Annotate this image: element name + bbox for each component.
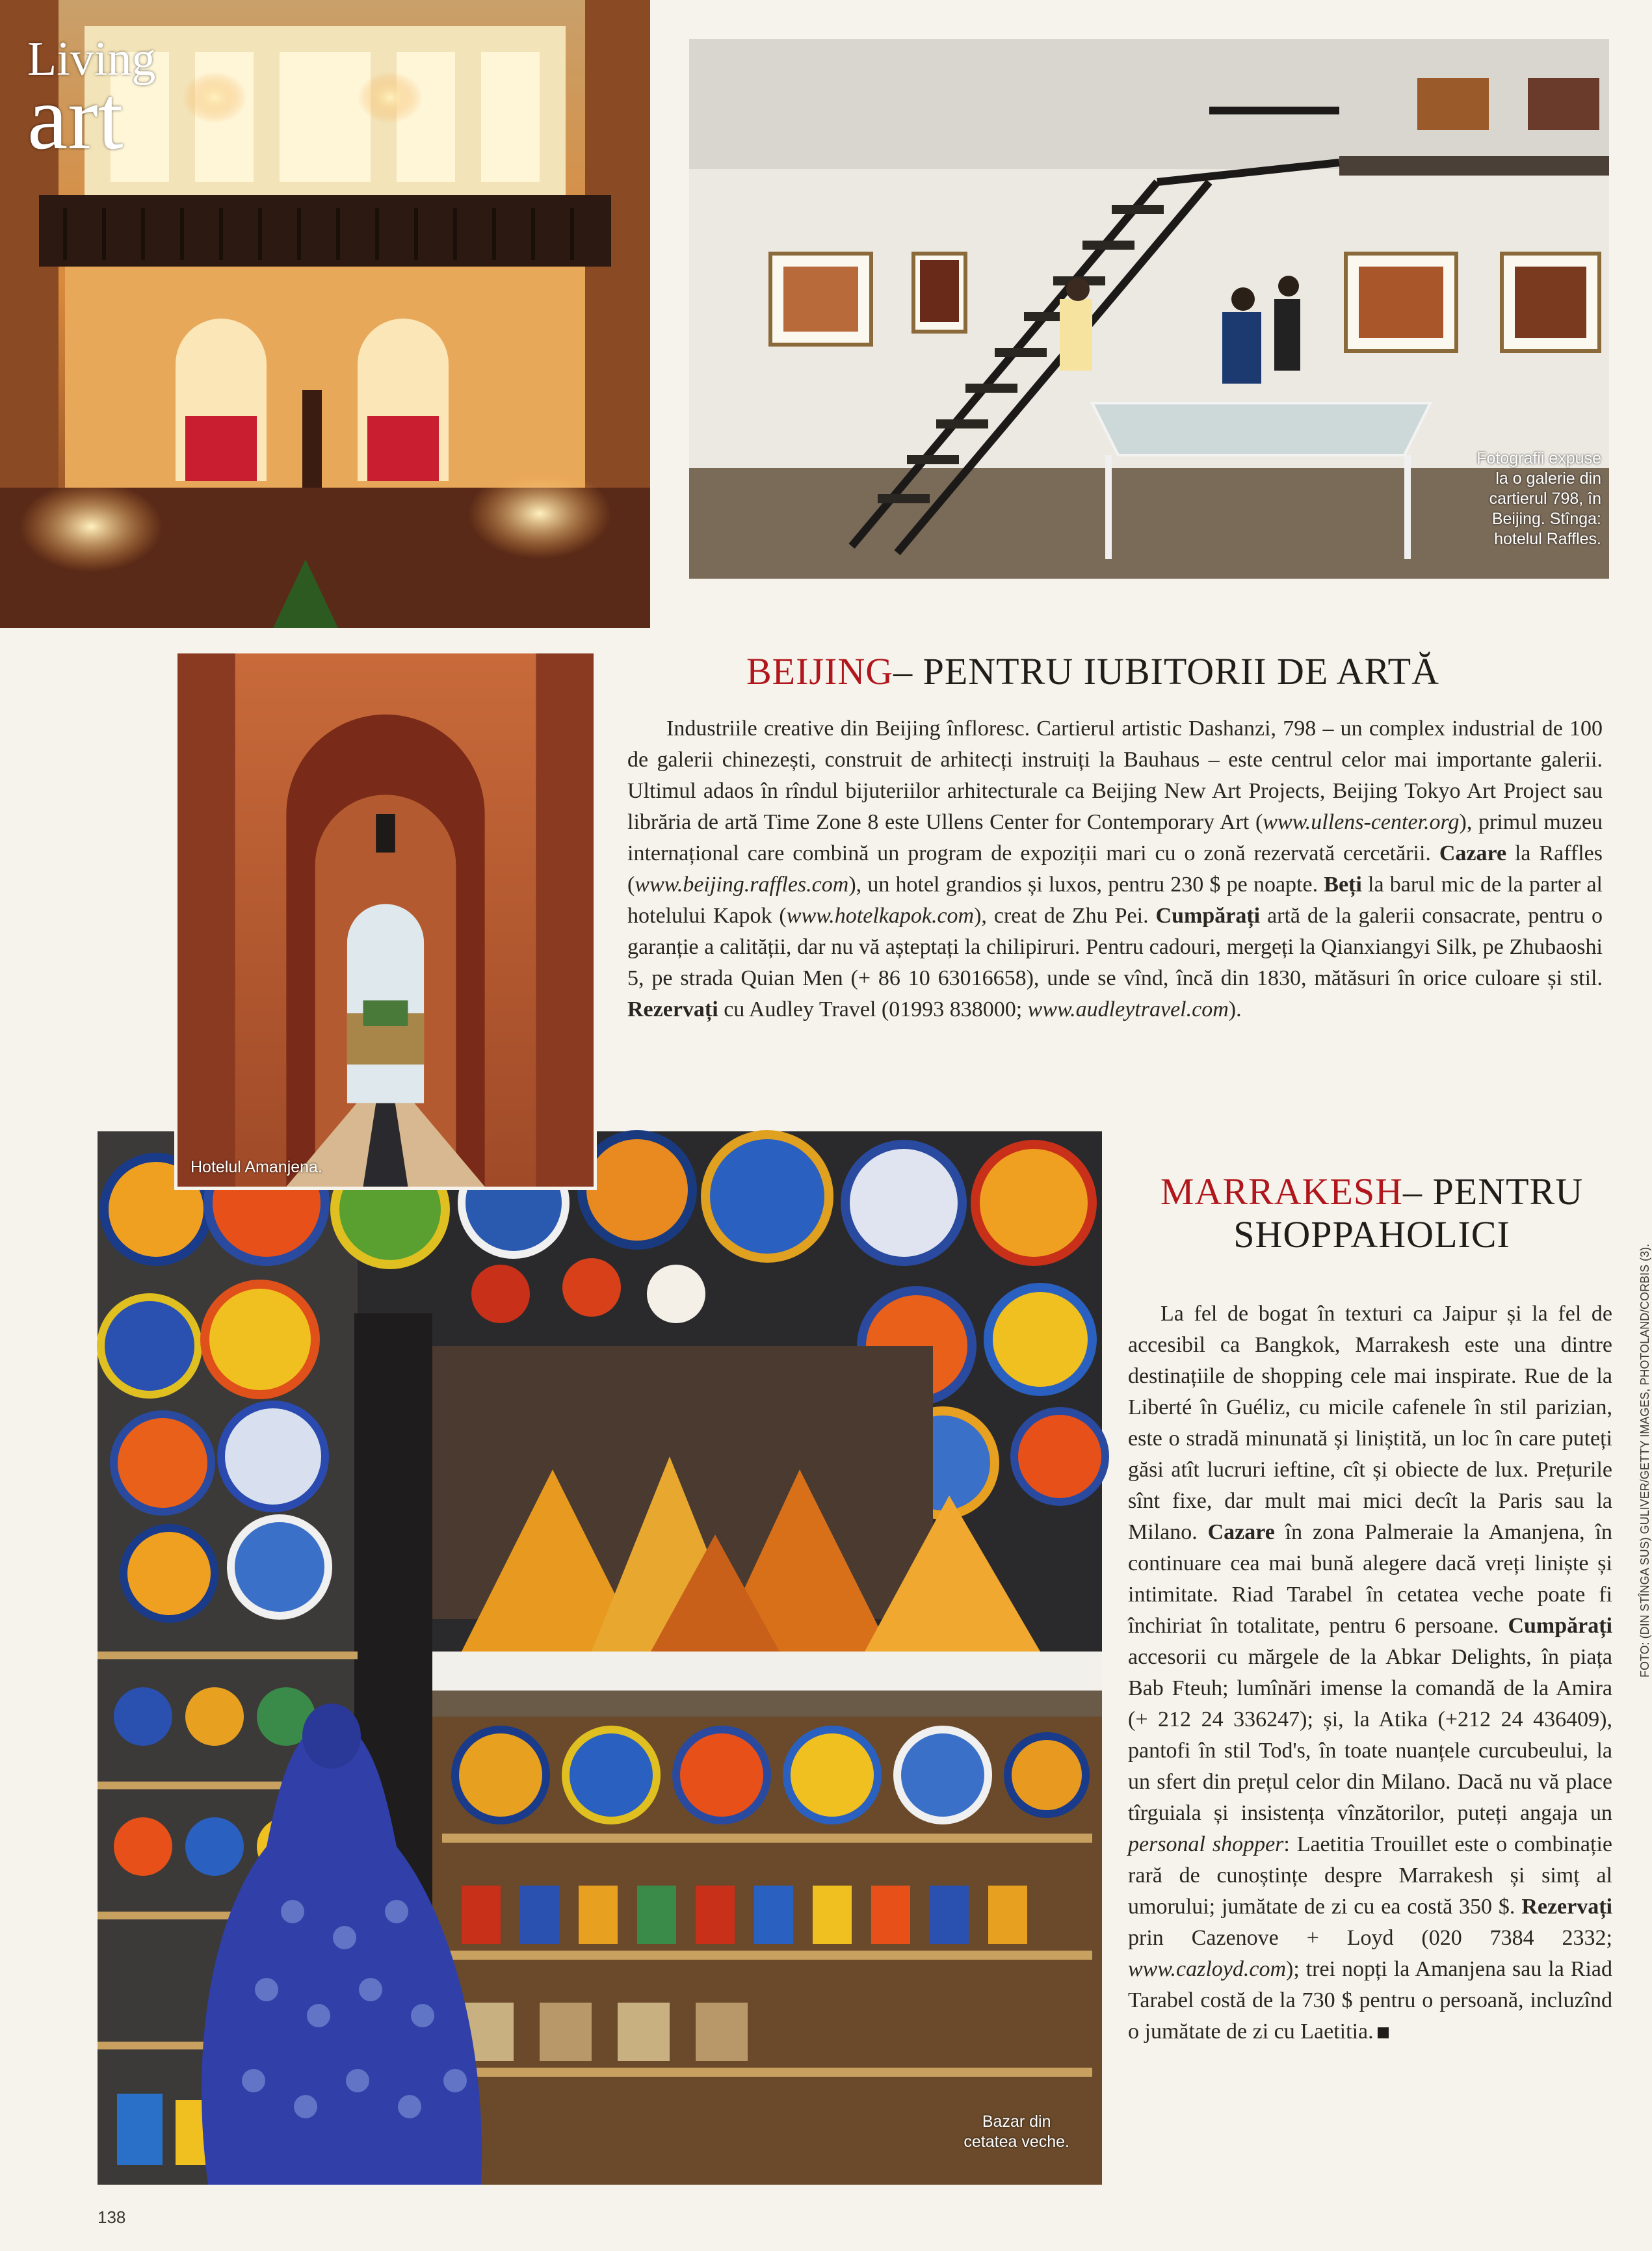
beijing-headline (746, 650, 1439, 693)
bazaar-market-photo-icon (98, 1131, 1102, 2185)
art-gallery-photo-icon (689, 39, 1609, 579)
bazaar-caption-line: Bazar din (982, 2113, 1051, 2131)
beijing-keyword: Beți (1324, 873, 1362, 897)
beijing-text: ), primul muzeu internațional care combină un program de expoziții mari cu o zonă rezervată cercetării. (627, 810, 1603, 865)
cazloyd-link[interactable]: www.cazloyd.com (1128, 1957, 1287, 1981)
gallery-caption-line: hotelul Raffles. (1494, 530, 1601, 548)
raffles-hotel-photo (0, 0, 650, 628)
marrakesh-title-rest: – PENTRU (1403, 1170, 1584, 1213)
marrakesh-title-city: MARRAKESH (1160, 1170, 1404, 1213)
marrakesh-text: ); trei nopți la Amanjena sau la Riad Tarabel costă de la 730 $ pentru o persoană, incluzînd o jumătate de zi cu Laetitia. (1128, 1957, 1612, 2044)
ullens-link[interactable]: www.ullens-center.org (1263, 810, 1460, 834)
section-label-line2: art (27, 68, 124, 168)
robed-figure (202, 1704, 482, 2185)
marrakesh-text: La fel de bogat în texturi ca Jaipur și la fel de accesibil ca Bangkok, Marrakesh este una dintre destinațiile de shopping cele mai inspirate. Rue de la Liberté în Guéliz, cu micile cafenele în stil parizian, este o stradă minunată și liniștită, un loc în care puteți găsi atît lucruri ieftine, cît și obiecte de lux. Prețurile sînt fixe, dar mult mai mici decît la Paris sau la Milano. (1128, 1302, 1612, 1544)
gallery-caption-line: cartierul 798, în (1489, 490, 1601, 508)
left-shelves (98, 1652, 358, 2165)
end-mark-icon (1378, 2027, 1389, 2038)
section-label (27, 33, 156, 168)
marrakesh-keyword: Rezervați (1521, 1895, 1612, 1919)
amanjena-photo (174, 650, 597, 1190)
spice-mounds (462, 1456, 1040, 1665)
bazaar-caption-line: cetatea veche. (964, 2133, 1069, 2151)
marrakesh-keyword: Cumpărați (1508, 1614, 1612, 1638)
beijing-text: artă de la galerii consacrate, pentru o garanție a calității, dar nu vă așteptați la chilipiruri. Pentru cadouri, mergeți la Qianxiangyi Silk, pe Zhubaoshi 5, pe strada Quian Men (+ 86 10 63016658), unde se vînd, încă din 1830, mătăsuri în orice culoare și stil. (627, 904, 1603, 990)
bazaar-caption (964, 2112, 1069, 2152)
beijing-text: ). (1228, 997, 1242, 1021)
page-number: 138 (98, 2207, 126, 2227)
marrakesh-text: prin Cazenove + Loyd (020 7384 2332; (1128, 1926, 1612, 1950)
kapok-link[interactable]: www.hotelkapok.com (786, 904, 975, 928)
moroccan-arch-photo-icon (177, 653, 594, 1187)
beijing-keyword: Rezervați (627, 997, 718, 1021)
gallery-photo (689, 39, 1609, 579)
beijing-text: cu Audley Travel (01993 838000; (718, 997, 1028, 1021)
gallery-caption (1476, 449, 1601, 549)
gallery-caption-line: Beijing. Stînga: (1491, 510, 1601, 528)
raffles-link[interactable]: www.beijing.raffles.com (635, 873, 849, 897)
beijing-body (627, 713, 1603, 1025)
marrakesh-body (1128, 1298, 1612, 2047)
photo-credit: FOTO: (DIN STÎNGA SUS) GULIVER/GETTY IMAGES, PHOTOLAND/CORBIS (3). (1638, 1243, 1651, 1678)
marrakesh-text: în zona Palmeraie la Amanjena, în continuare cea mai bună alegere dacă vreți liniște și intimitate. Riad Tarabel în cetatea veche poate fi închiriat în totalitate, pentru 6 persoane. (1128, 1520, 1613, 1638)
marrakesh-keyword: Cazare (1207, 1520, 1275, 1544)
amanjena-caption: Hotelul Amanjena. (190, 1158, 322, 1176)
marrakesh-title-line2: SHOPPAHOLICI (1233, 1213, 1510, 1256)
lower-shelves (442, 1730, 1092, 2077)
beijing-text: ), creat de Zhu Pei. (974, 904, 1156, 928)
marrakesh-text: accesorii cu mărgele de la Abkar Delights, în piața Bab Fteuh; lumînări imense la comandă de la Amira (+ 212 24 336247); și, la Atika (+212 24 436409), pantofi în stil Tod's, în toate nuanțele curcubeului, la un sfert din prețul celor din Milano. Dacă nu vă place tîrguiala și insistența vînzătorilor, puteți angaja un (1128, 1645, 1612, 1825)
beijing-title-city: BEIJING (746, 650, 894, 692)
wall-plates (101, 1135, 1105, 1619)
gallery-caption-line: la o galerie din (1495, 469, 1601, 488)
beijing-text: Industriile creative din Beijing înfloresc. Cartierul artistic Dashanzi, 798 – un complex industrial de 100 de galerii chinezești, construit de arhitecți instruiți la Bauhaus – este centrul celor mai importante galerii. Ultimul adaos în rîndul bijuteriilor arhitecturale ca Beijing New Art Projects, Beijing Tokyo Art Project sau librăria de artă Time Zone 8 este Ullens Center for Contemporary Art ( (627, 717, 1603, 834)
marrakesh-headline (1118, 1170, 1625, 1256)
beijing-text: la barul mic de la parter al hotelului Kapok ( (627, 873, 1603, 928)
beijing-keyword: Cazare (1439, 841, 1507, 865)
beijing-title-rest: – PENTRU IUBITORII DE ARTĂ (893, 650, 1439, 692)
marrakesh-text: : Laetitia Trouillet este o combinație rară de cunoștințe despre Marrakesh și simț al umorului; jumătate de zi cu ea costă 350 $. (1128, 1832, 1612, 1919)
beijing-text: ), un hotel grandios și luxos, pentru 230 $ pe noapte. (848, 873, 1324, 897)
marrakesh-italic: personal shopper (1128, 1832, 1284, 1856)
beijing-text: la Raffles ( (627, 841, 1603, 897)
gallery-caption-line: Fotografii expuse (1476, 449, 1601, 467)
bazaar-photo (98, 1131, 1102, 2185)
section-label-line1: Living (27, 33, 156, 86)
beijing-keyword: Cumpărați (1155, 904, 1261, 928)
marrakesh-title-line1 (1118, 1170, 1625, 1213)
audley-link[interactable]: www.audleytravel.com (1027, 997, 1229, 1021)
